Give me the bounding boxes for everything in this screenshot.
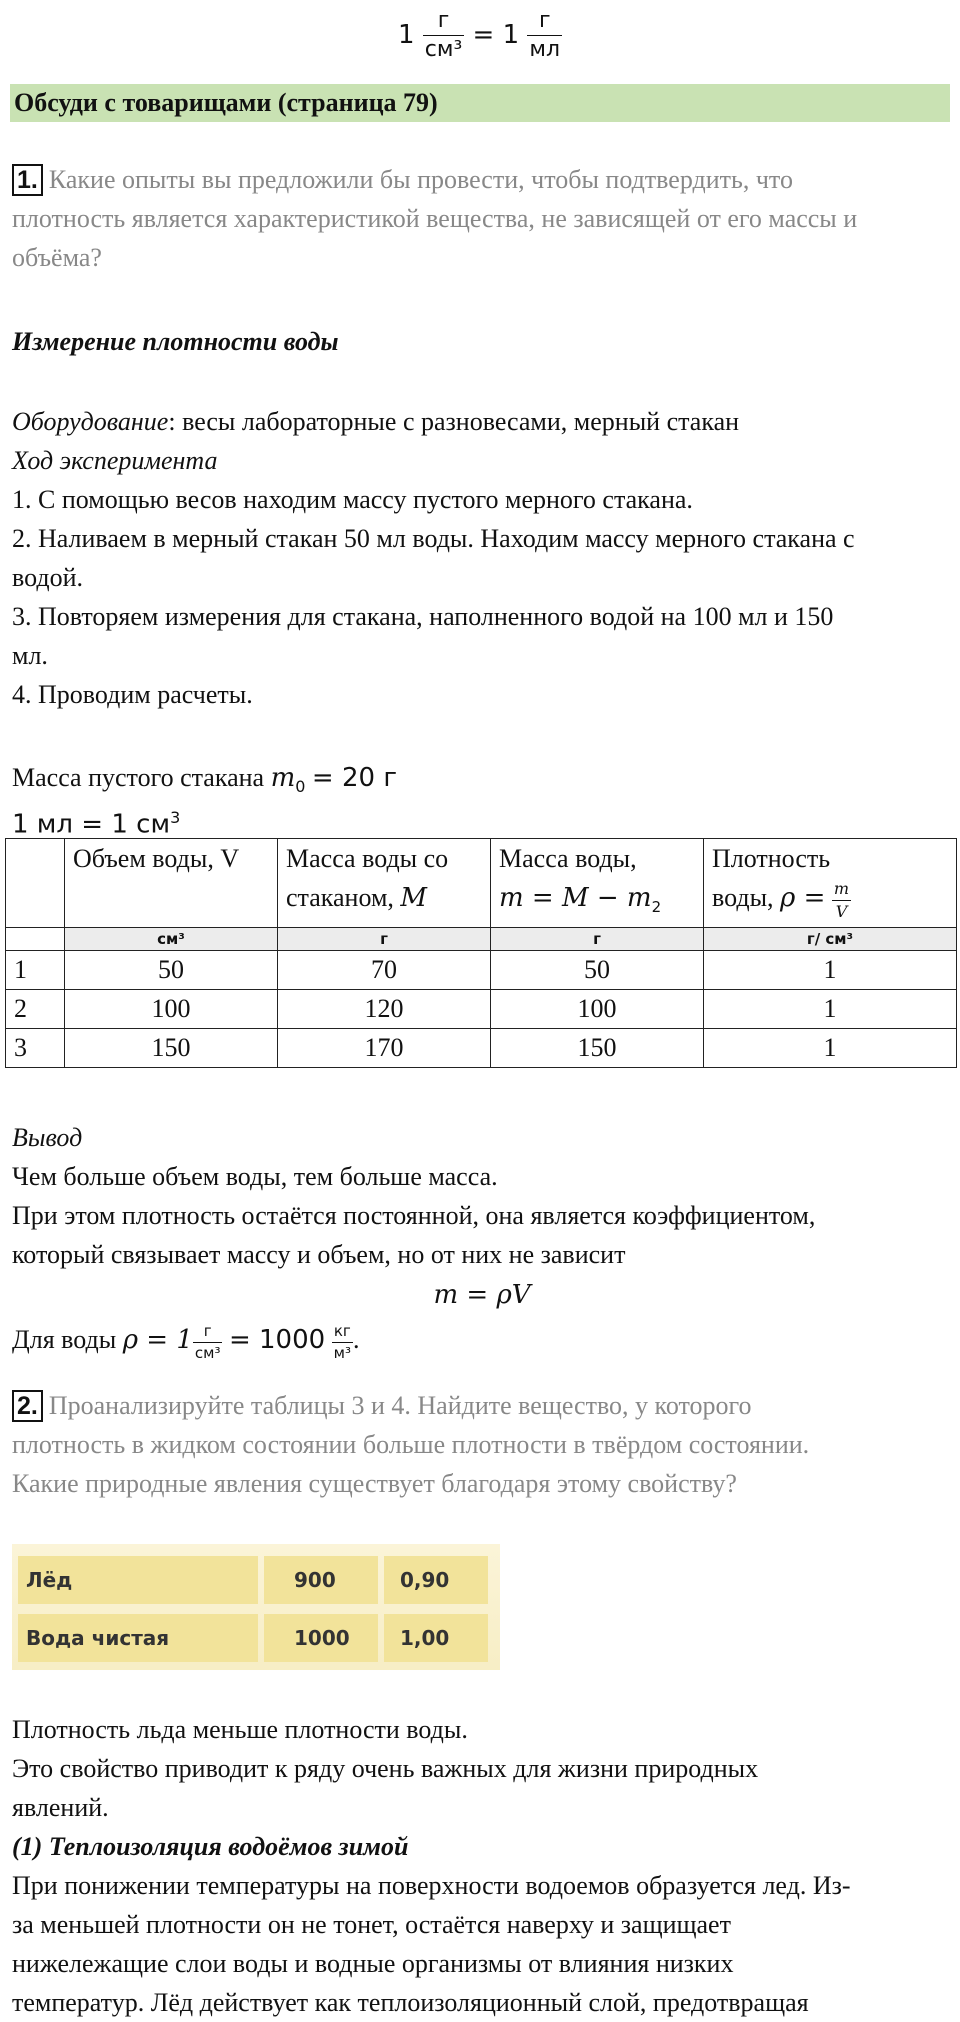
header-text: Масса воды со [286, 844, 449, 873]
frac-num: г [423, 10, 465, 36]
table-cell: 170 [278, 1029, 491, 1068]
table-header-row [6, 839, 957, 928]
text-line: Это свойство приводит к ряду очень важных для жизни природных [12, 1754, 759, 1783]
question-number: 2. [12, 1390, 43, 1422]
water-pre: Для воды [12, 1325, 117, 1354]
table-cell: 2 [6, 990, 65, 1029]
question-number: 1. [12, 164, 43, 196]
text-line: температур. Лёд действует как теплоизоляционный слой, предотвращая [12, 1988, 809, 2017]
fraction-g-ml [527, 10, 562, 61]
table-header [65, 839, 278, 928]
formula-eq: = 1 [472, 20, 520, 50]
formula-coef: 1 [397, 20, 415, 50]
step: водой. [12, 563, 83, 592]
frac-den: м³ [333, 1343, 352, 1362]
q2-line: плотность в жидком состоянии больше плотности в твёрдом состоянии. [12, 1430, 810, 1459]
conclusion-line: который связывает массу и объем, но от них не зависит [12, 1240, 626, 1269]
image-table-cell: 1000 [264, 1614, 378, 1662]
table-header-blank [6, 839, 65, 928]
frac-den: см³ [194, 1343, 221, 1362]
unit-cell: г [491, 928, 704, 951]
unit-sup: 3 [170, 808, 181, 827]
mass-value: = 20 г [311, 763, 397, 793]
q1-line: плотность является характеристикой вещества, не зависящей от его массы и [12, 204, 858, 233]
experiment-title: Измерение плотности воды [12, 327, 339, 356]
frac-den: см³ [424, 37, 463, 62]
q1-line: Какие опыты вы предложили бы провести, чтобы подтвердить, что [48, 165, 793, 194]
procedure-label: Ход эксперимента [12, 446, 218, 475]
table-cell: 70 [278, 951, 491, 990]
table-cell: 100 [491, 990, 704, 1029]
table-cell: 50 [65, 951, 278, 990]
frac-num: кг [332, 1324, 353, 1343]
table-row [6, 990, 957, 1029]
image-table-cell: 0,90 [384, 1556, 488, 1604]
table-cell: 1 [704, 1029, 957, 1068]
header-rho: ρ = [780, 883, 826, 913]
frac-den: V [835, 901, 848, 921]
header-text: воды, [712, 883, 781, 912]
table-units-row [6, 928, 957, 951]
step: 3. Повторяем измерения для стакана, наполненного водой на 100 мл и 150 [12, 602, 834, 631]
image-table-row [18, 1556, 494, 1604]
subsection-title: (1) Теплоизоляция водоёмов зимой [12, 1832, 409, 1861]
image-table-cell: 900 [264, 1556, 378, 1604]
header-formula: m = M − m [499, 883, 652, 913]
table-cell: 3 [6, 1029, 65, 1068]
table-cell: 100 [65, 990, 278, 1029]
fraction-kg-m3 [332, 1321, 353, 1362]
text-line: нижележащие слои воды и водные организмы от влияния низких [12, 1949, 734, 1978]
text-line: за меньшей плотности он не тонет, остаётся наверху и защищает [12, 1910, 731, 1939]
water-end: . [353, 1325, 360, 1354]
table-header [278, 839, 491, 928]
equipment-text: : весы лабораторные с разновесами, мерный стакан [168, 407, 740, 436]
table-cell: 150 [491, 1029, 704, 1068]
equipment-label: Оборудование [12, 407, 169, 436]
table-cell: 1 [704, 990, 957, 1029]
water-eq: = 1000 [228, 1325, 326, 1355]
header-text: стаканом, [286, 883, 401, 912]
table-cell: 120 [278, 990, 491, 1029]
unit-cell: г/ см³ [704, 928, 957, 951]
header-fraction [832, 878, 851, 921]
header-text: Объем воды, V [73, 844, 240, 873]
water-rho: ρ = 1 [122, 1325, 193, 1355]
q1-line: объёма? [12, 243, 102, 272]
conclusion-label: Вывод [12, 1123, 83, 1152]
table-header [491, 839, 704, 928]
unit-text: 1 мл = 1 см [12, 809, 171, 840]
section-title: Обсуди с товарищами (страница 79) [10, 84, 950, 122]
measurement-table [5, 838, 957, 1068]
mass-var: m [270, 763, 296, 793]
conclusion [12, 1118, 952, 1274]
text-line: Плотность льда меньше плотности воды. [12, 1715, 468, 1744]
text-line: явлений. [12, 1793, 109, 1822]
fraction-g-cm3 [193, 1321, 223, 1362]
mass-sub: 0 [295, 777, 306, 797]
density-table-image [12, 1544, 500, 1670]
fraction-g-cm3 [423, 10, 465, 61]
header-text: Плотность [712, 844, 831, 873]
table-cell: 1 [704, 951, 957, 990]
table-row [6, 1029, 957, 1068]
image-table-cell: Вода чистая [18, 1614, 258, 1662]
frac-num: m [832, 881, 851, 901]
image-table-row [18, 1614, 494, 1662]
mass-text: Масса пустого стакана [12, 763, 265, 792]
unit-cell: г [278, 928, 491, 951]
water-density-line [12, 1318, 952, 1362]
table-header [704, 839, 957, 928]
unit-cell: см³ [65, 928, 278, 951]
header-var: M [400, 883, 428, 913]
q2-line: Какие природные явления существует благодаря этому свойству? [12, 1469, 737, 1498]
conclusion-line: При этом плотность остаётся постоянной, она является коэффициентом, [12, 1201, 816, 1230]
table-cell: 1 [6, 951, 65, 990]
image-table-cell: Лёд [18, 1556, 258, 1604]
table-cell: 150 [65, 1029, 278, 1068]
step: 1. С помощью весов находим массу пустого мерного стакана. [12, 485, 693, 514]
table-row [6, 951, 957, 990]
ice-density-text [12, 1710, 952, 2022]
density-unit-formula [0, 0, 960, 70]
step: мл. [12, 641, 48, 670]
table-cell: 50 [491, 951, 704, 990]
experiment-body [12, 402, 952, 714]
header-text: Масса воды, [499, 844, 637, 873]
frac-den: мл [529, 37, 561, 62]
density-formula: m = ρV [433, 1280, 531, 1310]
frac-num: г [193, 1324, 223, 1343]
question-1 [12, 160, 952, 277]
q2-line: Проанализируйте таблицы 3 и 4. Найдите вещество, у которого [48, 1391, 752, 1420]
conclusion-line: Чем больше объем воды, тем больше масса. [12, 1162, 498, 1191]
frac-num: г [527, 10, 562, 36]
text-line: При понижении температуры на поверхности водоемов образуется лед. Из- [12, 1871, 851, 1900]
unit-blank [6, 928, 65, 951]
image-table-cell: 1,00 [384, 1614, 488, 1662]
header-sub: 2 [651, 898, 662, 917]
step: 4. Проводим расчеты. [12, 680, 253, 709]
question-2 [12, 1386, 952, 1503]
step: 2. Наливаем в мерный стакан 50 мл воды. Находим массу мерного стакана с [12, 524, 855, 553]
